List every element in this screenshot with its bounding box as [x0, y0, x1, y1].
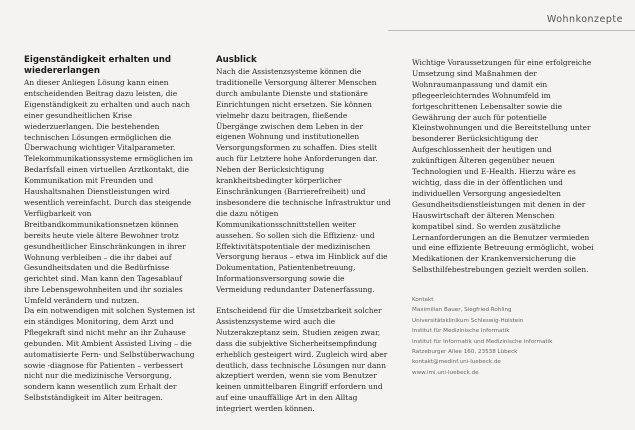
paragraph-left-2: Da ein notwendigen mit solchen Systemen ist ein ständiges Monitoring, dem Arzt und Pflegekraft sind nicht mehr an ihr Zuhause gebunden. Mit Ambient Assisted Living – die automatisierte Fern- und Selbstüberwachung sowie -diagnose für Patienten – verbessert nicht nur die medizinische Versorgung, sondern kann wesentlich zum Erhalt der Selbstständigkeit im Alter beitragen. — [24, 306, 196, 403]
contact-line: Institut für Informatik und Medizinische Informatik — [412, 338, 553, 345]
header-rule — [388, 30, 635, 31]
heading-ausblick: Ausblick — [216, 55, 257, 65]
paragraph-middle-2: Entscheidend für die Umsetzbarkeit solcher Assistenzsysteme wird auch die Nutzerakzeptanz sein. Studien zeigen zwar, dass die subjektive Sicherheitsempfindung erheblich gesteigert wird. Zugleich wird aber deutlich, dass technische Lösungen nur dann akzeptiert werden, wenn sie vom Benutzer keinen unmittelbaren Eingriff erfordern und auf eine unauffällige Art in den Alltag integriert werden können. — [216, 306, 388, 414]
contact-line: Ratzeburger Allee 160, 23538 Lübeck — [412, 349, 518, 356]
paragraph-left-1: An dieser Anliegen Lösung kann einen entscheidenden Beitrag dazu leisten, die Eigenständigkeit zu erhalten und auch nach einer gesundheitlichen Krise wiederzuerlangen. Die bestehenden technischen Lösungen ermöglichen die Überwachung wichtiger Vitalparameter. Telekommunikationssysteme ermöglichen im Bedarfsfall einen virtuellen Arztkontakt, die Kommunikation mit Freunden und Haushaltsnahen Dienstleistungen wird wesentlich vereinfacht. Durch das steigende Verfügbarkeit von Breitbandkommunikationsnetzen können bereits heute viele ältere Bewohner trotz gesundheitlicher Einschränkungen in ihrer Wohnung verbleiben – die ihr dabei auf Gesundheitsdaten und die Bedürfnisse gerichtet sind. Man kann den Tagesablauf ihre Lebensgewohnheiten und ihr soziales Umfeld verändern und nutzen. — [24, 78, 193, 306]
contact-website[interactable]: www.imi.uni-luebeck.de — [412, 369, 479, 376]
contact-line: Universitätsklinikum Schleswig-Holstein — [412, 317, 524, 324]
column-right — [412, 58, 597, 286]
contact-line: Institut für Medizinische Informatik — [412, 328, 510, 335]
section-label: Wohnkonzepte — [546, 14, 623, 25]
column-left-lower — [24, 306, 199, 414]
column-middle-lower — [216, 306, 391, 425]
contact-block — [412, 295, 602, 378]
paragraph-right-1: Wichtige Voraussetzungen für eine erfolgreiche Umsetzung sind Maßnahmen der Wohnraumanpassung und damit ein pflegeerleichterndes Wohnumfeld im fortgeschrittenen Lebensalter sowie die Gewährung der auch für potentielle Kleinstwohnungen und die Bereitstellung unter besonderer Berücksichtigung der Aufgeschlossenheit der heutigen und zukünftigen Älteren gegenüber neuen Technologien und E-Health. Hierzu wäre es wichtig, dass die in der öffentlichen und individuellen Versorgung angesiedelten Gesundheitsdienstleistungen mit denen in der Hauswirtschaft der älteren Menschen kompatibel sind. So werden zusätzliche Lernanforderungen an die Benutzer vermieden und eine effiziente Betreuung ermöglicht, wobei Medikationen der Krankenversicherung die Selbsthilfebestrebungen gezielt werden sollen. — [412, 58, 594, 275]
column-left — [24, 55, 199, 317]
heading-eigenstaendigkeit: Eigenständigkeit erhalten und wiedererlangen — [24, 55, 172, 76]
column-middle — [216, 55, 391, 306]
contact-email[interactable]: kontakt@medinf.uni-luebeck.de — [412, 359, 501, 366]
contact-line: Maximilian Bauer, Siegfried Rohling — [412, 307, 512, 314]
contact-label: Kontakt — [412, 297, 434, 303]
paragraph-middle-1: Nach die Assistenzsysteme können die traditionelle Versorgung älterer Menschen durch ambulante Dienste und stationäre Einrichtungen nicht ersetzen. Sie können vielmehr dazu beitragen, fließende Übergänge zwischen dem Leben in der eigenen Wohnung und institutionellen Versorgungsformen zu schaffen. Dies stellt auch für Letztere hohe Anforderungen dar. Neben der Berücksichtigung krankheitsbedingter körperlicher Einschränkungen (Barrierefreiheit) und insbesondere die technische Infrastruktur und die dazu nötigen Kommunikationsschnittstellen weiter aussehen. So sollen sich die Effizienz- und Effektivitätspotentiale der medizinischen Versorgung heraus – etwa im Hinblick auf die Dokumentation, Patientenbetreuung, Informationsversorgung sowie die Vermeidung redundanter Datenerfassung. — [216, 67, 391, 295]
